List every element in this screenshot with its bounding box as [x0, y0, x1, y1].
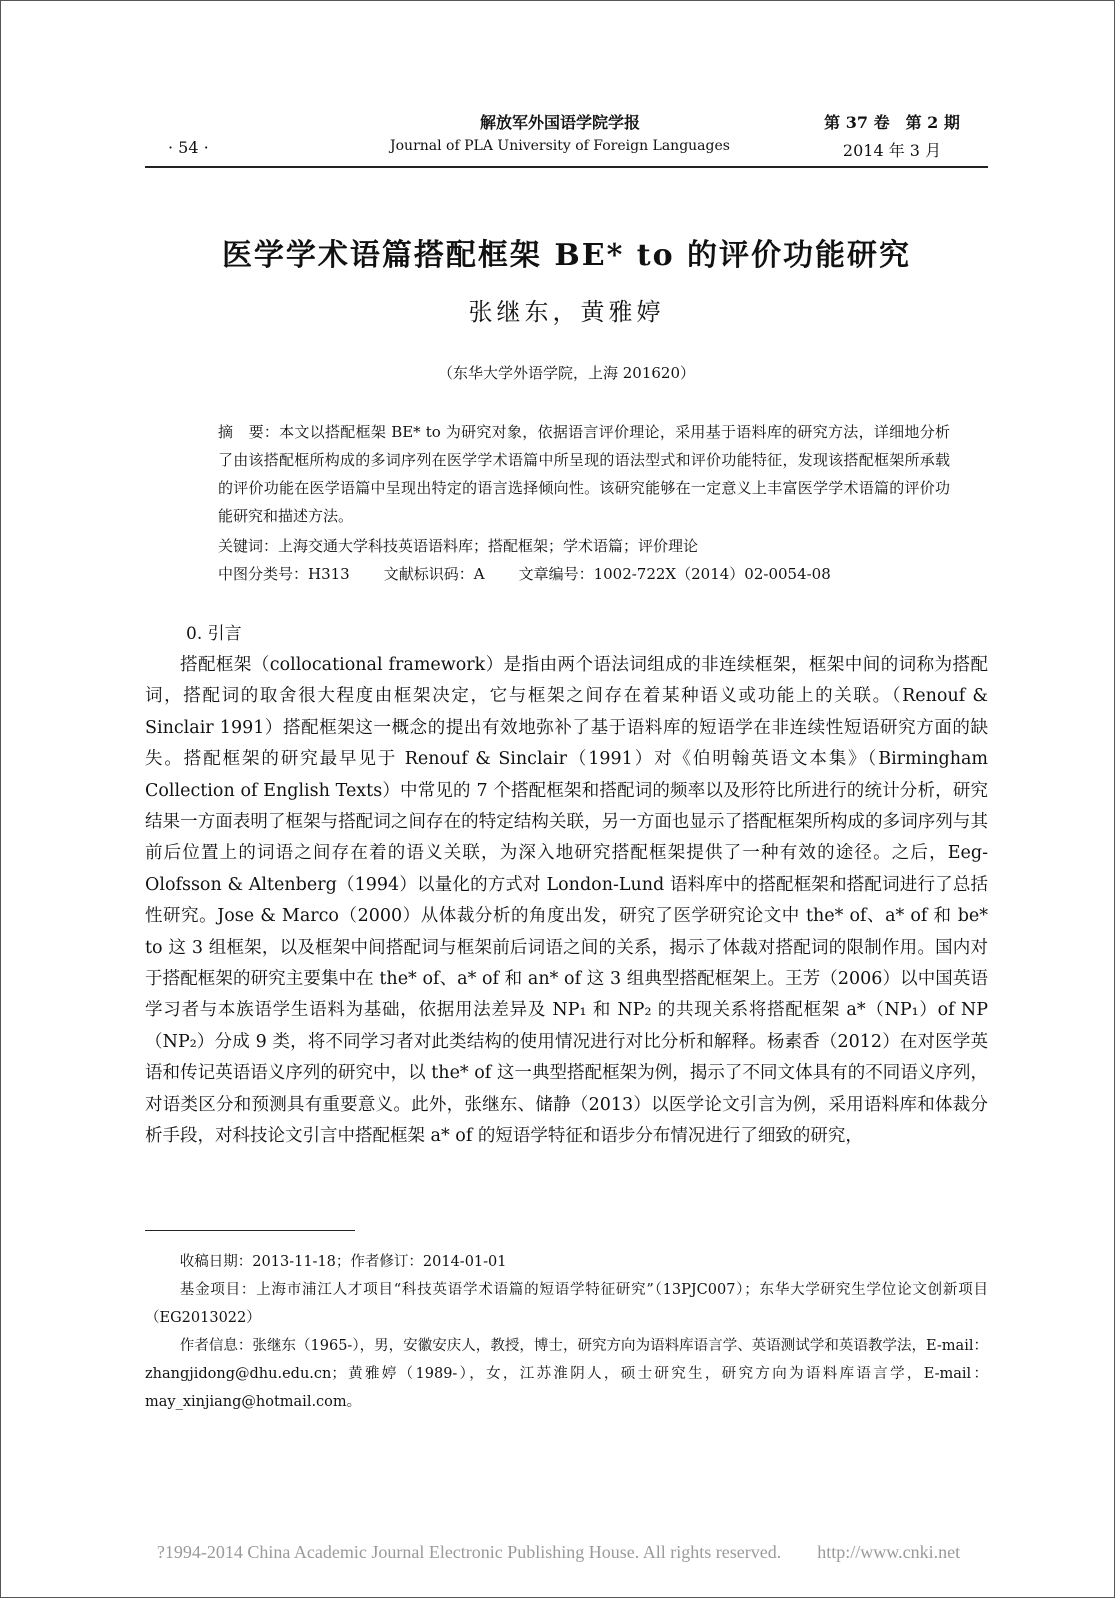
volume-issue: 第 37 卷 第 2 期: [824, 113, 960, 132]
article-number: 文章编号：1002-722X（2014）02-0054-08: [518, 565, 831, 583]
journal-title-cn: 解放军外国语学院学报: [479, 113, 640, 132]
section-heading: 0. 引言: [186, 624, 242, 644]
copyright-notice: ?1994-2014 China Academic Journal Electronic Publishing House. All rights reserved. http://www.cnki.net: [156, 1542, 961, 1562]
body-paragraph: 搭配框架（collocational framework）是指由两个语法词组成的非连续框架，框架中间的词称为搭配词，搭配词的取舍很大程度由框架决定，它与框架之间存在着某种语义或功能上的关联。（Renouf & Sinclair 1991）搭配框架这一概念的提出有效地弥补了基于语料库的短语学在非连续性短语研究方面的缺失。搭配框架的研究最早见于 Renouf & Sinclair（1991）对《伯明翰英语文本集》（Birmingham Collection of English Texts）中常见的 7 个搭配框架和搭配词的频率以及形符比所进行的统计分析，研究结果一方面表明了框架与搭配词之间存在的特定结构关联，另一方面也显示了搭配框架所构成的多词序列与其前后位置上的词语之间存在着的语义关联，为深入地研究搭配框架提供了一种有效的途径。之后，Eeg-Olofsson & Altenberg（1994）以量化的方式对 London-Lund 语料库中的搭配框架和搭配词进行了总括性研究。Jose & Marco（2000）从体裁分析的角度出发，研究了医学研究论文中 the* of、a* of 和 be* to 这 3 组框架，以及框架中间搭配词与框架前后词语之间的关系，揭示了体裁对搭配词的限制作用。国内对于搭配框架的研究主要集中在 the* of、a* of 和 an* of 这 3 组典型搭配框架上。王芳（2006）以中国英语学习者与本族语学生语料为基础，依据用法差异及 NP₁ 和 NP₂ 的共现关系将搭配框架 a*（NP₁）of NP（NP₂）分成 9 类，将不同学习者对此类结构的使用情况进行对比分析和解释。杨素香（2012）在对医学英语和传记英语语义序列的研究中，以 the* of 这一典型搭配框架为例，揭示了不同文体具有的不同语义序列，对语类区分和预测具有重要意义。此外，张继东、储静（2013）以医学论文引言为例，采用语料库和体裁分析手段，对科技论文引言中搭配框架 a* of 的短语学特征和语步分布情况进行了细致的研究，: [145, 655, 988, 1147]
classification-line: [218, 560, 950, 588]
footnote-divider: [145, 1230, 355, 1231]
author-affiliation: （东华大学外语学院，上海 201620）: [437, 364, 696, 382]
header-divider: [145, 166, 988, 168]
journal-title-en: Journal of PLA University of Foreign Languages: [390, 138, 730, 154]
article-title: 医学学术语篇搭配框架 BE* to 的评价功能研究: [221, 238, 912, 273]
page-number: · 54 ·: [168, 138, 209, 157]
footnote-author-info: 作者信息：张继东（1965-），男，安徽安庆人，教授，博士，研究方向为语料库语言学、英语测试学和英语教学法，E-mail：zhangjidong@dhu.edu.cn；黄雅婷（1989-），女，江苏淮阴人，硕士研究生，研究方向为语料库语言学，E-mail：may_xinjiang@hotmail.com。: [145, 1338, 988, 1410]
footnote-fund: 基金项目：上海市浦江人才项目“科技英语学术语篇的短语学特征研究”（13PJC007）；东华大学研究生学位论文创新项目（EG2013022）: [145, 1282, 988, 1326]
clc-number: 中图分类号：H313: [218, 565, 350, 583]
footnote-received: 收稿日期：2013-11-18；作者修订：2014-01-01: [179, 1254, 507, 1270]
document-code: 文献标识码：A: [383, 565, 485, 583]
issue-date: 2014 年 3 月: [842, 141, 942, 160]
abstract: 摘 要：本文以搭配框架 BE* to 为研究对象，依据语言评价理论，采用基于语料库的研究方法，详细地分析了由该搭配框所构成的多词序列在医学学术语篇中所呈现的语法型式和评价功能特征，发现该搭配框架所承载的评价功能在医学语篇中呈现出特定的语言选择倾向性。该研究能够在一定意义上丰富医学学术语篇的评价功能研究和描述方法。: [218, 423, 950, 525]
keywords: 关键词：上海交通大学科技英语语料库；搭配框架；学术语篇；评价理论: [218, 537, 699, 555]
article-authors: 张继东，黄雅婷: [468, 298, 665, 326]
